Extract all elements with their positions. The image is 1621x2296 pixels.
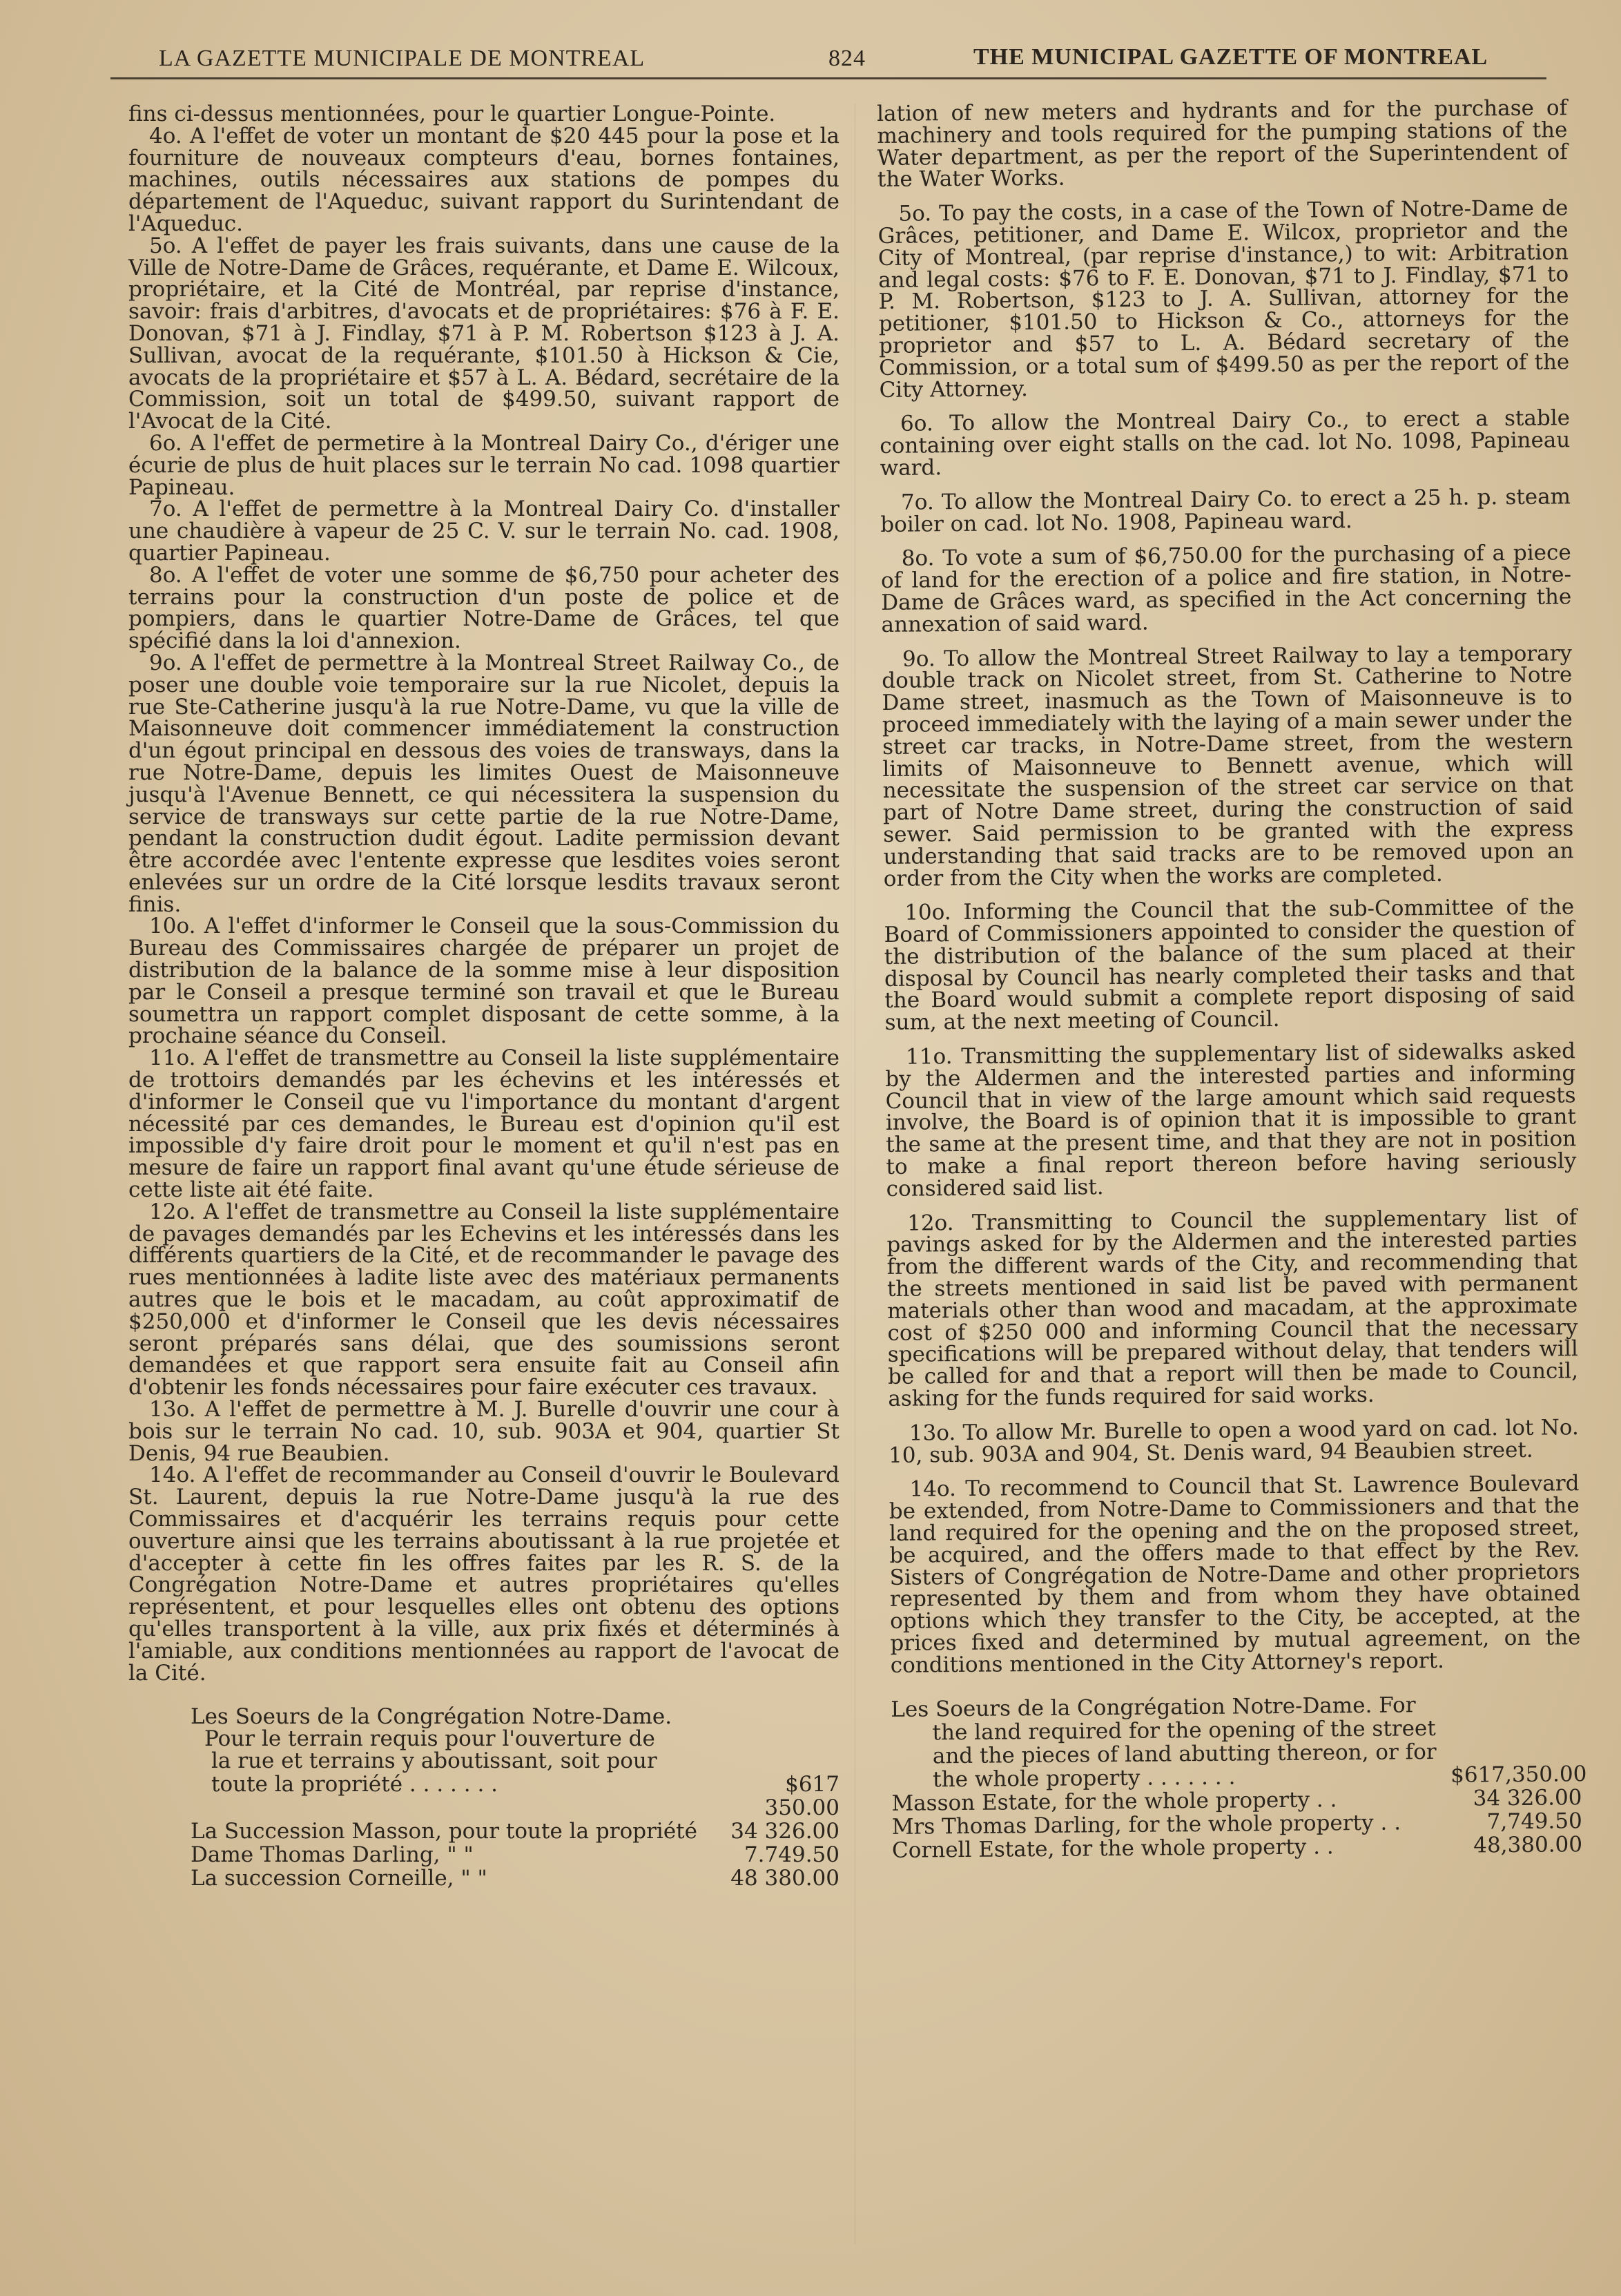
table-title: Les Soeurs de la Congrégation Notre-Dame. For: [891, 1692, 1416, 1722]
row-amount: $617,350.00: [1450, 1761, 1587, 1788]
paragraph: 12o. Transmitting to Council the supplementary list of pavings asked for by the Aldermen and the interested parties from the different wards of the City, and recommending that the streets mentioned in said list be paved with permanent materials other than wood and macadam, at the approximate cost of $250 000 and informing Council that the necessary specifications will be prepared without delay, that tenders will be called for and that a report will then be made to Council, asking for the funds required for said works.: [886, 1204, 1579, 1411]
paragraph: 8o. To vote a sum of $6,750.00 for the purchasing of a piece of land for the erection of a police and fire station, in Notre-Dame de Grâces ward, as specified in the Act concerning the annexation of said ward.: [880, 540, 1572, 637]
table-row: [191, 1820, 839, 1843]
price-table-en: [891, 1692, 1587, 1863]
row-label: Dame Thomas Darling, " ": [191, 1842, 474, 1867]
page-header: [159, 40, 1533, 75]
english-column: [876, 95, 1587, 1863]
row-amount: $617 350.00: [764, 1771, 839, 1820]
table-title: the land required for the opening of the street: [932, 1715, 1436, 1745]
row-label: toute la propriété . . . . . . .: [211, 1771, 498, 1797]
paragraph: 8o. A l'effet de voter une somme de $6,750 pour acheter des terrains pour la construction d'un poste de police et de pompiers, dans le quartier Notre-Dame de Grâces, tel que spécifié dans la loi d'annexion.: [128, 562, 839, 654]
row-amount: 7,749.50: [1486, 1808, 1582, 1834]
row-amount: 34 326.00: [730, 1818, 839, 1844]
row-amount: 7.749.50: [744, 1842, 839, 1867]
row-amount: 48 380.00: [730, 1865, 839, 1891]
row-label: Masson Estate, for the whole property . .: [891, 1786, 1337, 1816]
row-label: Cornell Estate, for the whole property . .: [891, 1833, 1334, 1863]
paragraph: 13o. To allow Mr. Burelle to open a wood yard on cad. lot No. 10, sub. 903A and 904, St. Denis ward, 94 Beaubien street.: [888, 1415, 1579, 1468]
paragraph: 10o. A l'effet d'informer le Conseil que la sous-Commission du Bureau des Commissaires chargée de préparer un projet de distribution de la balance de la somme mise à leur disposition par le Conseil a presque terminé son travail et que le Bureau soumettra un rapport complet disposant de cette somme, à la prochaine séance du Conseil.: [128, 914, 839, 1049]
paragraph: 6o. To allow the Montreal Dairy Co., to erect a stable containing over eight stalls on the cad. lot No. 1098, Papineau ward.: [880, 405, 1571, 481]
header-english-title: THE MUNICIPAL GAZETTE OF MONTREAL: [973, 44, 1488, 70]
table-row: [191, 1843, 839, 1866]
paragraph: 14o. A l'effet de recommander au Conseil d'ouvrir le Boulevard St. Laurent, depuis la rue Notre-Dame jusqu'à la rue des Commissaires et d'acquérir les terrains requis pour cette ouverture ainsi que les terrains aboutissant à la rue projetée et d'accepter à cette fin les offres faites par les R. S. de la Congrégation Notre-Dame et autres propriétaires qu'elles représentent, et pour lesquelles elles ont obtenu des options qu'elles transportent à la ville, aux prix fixés et déterminés à l'amiable, aux conditions mentionnées au rapport de l'avocat de la Cité.: [128, 1463, 839, 1686]
table-row: [892, 1833, 1582, 1862]
table-title: Pour le terrain requis pour l'ouverture de: [204, 1726, 655, 1752]
paragraph: 4o. A l'effet de voter un montant de $20 445 pour la pose et la fourniture de nouveaux compteurs d'eau, bornes fontaines, machines, outils nécessaires aux stations de pompes du département de l'Aqueduc, suivant rapport du Surintendant de l'Aqueduc.: [128, 123, 839, 236]
row-amount: 34 326.00: [1473, 1784, 1582, 1811]
header-french-title: LA GAZETTE MUNICIPALE DE MONTREAL: [159, 46, 646, 71]
row-label: La succession Corneille, " ": [191, 1865, 487, 1891]
paragraph: 13o. A l'effet de permettre à M. J. Burelle d'ouvrir une cour à bois sur le terrain No cad. 10, sub. 903A et 904, quartier St Denis, 94 rue Beaubien.: [128, 1397, 839, 1466]
paragraph: 7o. A l'effet de permettre à la Montreal Dairy Co. d'installer une chaudière à vapeur de 25 C. V. sur le terrain No. cad. 1908, quartier Papineau.: [128, 496, 839, 566]
table-title: and the pieces of land abutting thereon, or for: [932, 1739, 1437, 1768]
paragraph: 10o. Informing the Council that the sub-Committee of the Board of Commissioners appointed to consider the question of the distribution of the balance of the sum placed at their disposal by Council has nearly completed their tasks and that the Board would submit a complete report disposing of said sum, at the next meeting of Council.: [884, 894, 1575, 1036]
table-row: [191, 1866, 839, 1890]
french-column: [128, 104, 839, 1890]
header-rule: [110, 77, 1546, 79]
page-number: 824: [828, 46, 866, 71]
paragraph: fins ci-dessus mentionnées, pour le quartier Longue-Pointe.: [128, 102, 776, 126]
paragraph: 5o. A l'effet de payer les frais suivants, dans une cause de la Ville de Notre-Dame de Grâces, requérante, et Dame E. Wilcoux, propriétaire, et la Cité de Montréal, par reprise d'instance, savoir: frais d'arbitres, d'avocats et de propriétaires: $76 à F. E. Donovan, $71 à J. Findlay, $71 à P. M. Robertson $123 à J. A. Sullivan, avocat de la requérante, $101.50 à Hickson & Cie, avocats de la propriétaire et $57 à L. A. Bédard, secrétaire de la Commission, soit un total de $499.50, suivant rapport de l'Avocat de la Cité.: [128, 233, 839, 434]
price-table-fr: [128, 1706, 839, 1889]
paragraph: 12o. A l'effet de transmettre au Conseil la liste supplémentaire de pavages demandés par les Echevins et les intéressés dans les différents quartiers de la Cité, et de recommander le pavage des rues mentionnées à ladite liste avec des matériaux permanents autres que le bois et le macadam, au coût approximatif de $250,000 et d'informer le Conseil que les devis nécessaires seront préparés sans délai, que des soumissions seront demandées et que rapport sera ensuite fait au Conseil afin d'obtenir les fonds nécessaires pour faire exécuter ces travaux.: [128, 1199, 839, 1400]
table-title: la rue et terrains y aboutissant, soit pour: [211, 1748, 657, 1773]
row-label: Mrs Thomas Darling, for the whole property . .: [891, 1810, 1401, 1840]
paragraph: 7o. To allow the Montreal Dairy Co. to erect a 25 h. p. steam boiler on cad. lot No. 1908, Papineau ward.: [880, 484, 1571, 537]
paragraph: 5o. To pay the costs, in a case of the Town of Notre-Dame de Grâces, petitioner, and Dame E. Wilcox, proprietor and the City of Montreal, (par reprise d'instance,) to wit: Arbitration and legal costs: $76 to F. E. Donovan, $71 to J. Findlay, $71 to P. M. Robertson, $123 to J. A. Sullivan, attorney for the petitioner, $101.50 to Hickson & Co., attorneys for the proprietor and $57 to L. A. Bédard secretary of the Commission, or a total sum of $499.50 as per the report of the City Attorney.: [877, 195, 1570, 403]
row-label: La Succession Masson, pour toute la propriété: [191, 1818, 697, 1844]
row-label: the whole property . . . . . . .: [933, 1764, 1236, 1792]
table-row: [191, 1773, 839, 1820]
paragraph: 9o. A l'effet de permettre à la Montreal Street Railway Co., de poser une double voie temporaire sur la rue Nicolet, depuis la rue Ste-Catherine jusqu'à la rue Notre-Dame, vu que la ville de Maisonneuve doit commencer immédiatement la construction d'un égout principal en dessous des voies de transways, dans la rue Notre-Dame, depuis les limites Ouest de Maisonneuve jusqu'à l'Avenue Bennett, ce qui nécessitera la suspension du service de transways sur cette partie de la rue Notre-Dame, pendant la construction dudit égout. Ladite permission devant être accordée avec l'entente expresse que lesdites voies seront enlevées sur un ordre de la Cité lorsque lesdits travaux seront finis.: [128, 650, 839, 917]
paragraph: lation of new meters and hydrants and for the purchase of machinery and tools required for the pumping stations of the Water department, as per the report of the Superintendent of the Water Works.: [876, 95, 1568, 193]
paragraph: 14o. To recommend to Council that St. Lawrence Boulevard be extended, from Notre-Dame to Commissioners and that the land required for the opening and the on the proposed street, be acquired, and the offers made to that effect by the Rev. Sisters of Congrégation de Notre-Dame and other proprietors represented by them and from whom they have obtained options which they transfer to the City, be accepted, at the prices fixed and determined by mutual agreement, on the conditions mentioned in the City Attorney's report.: [889, 1471, 1581, 1678]
paragraph: 6o. A l'effet de permetire à la Montreal Dairy Co., d'ériger une écurie de plus de huit places sur le terrain No cad. 1098 quartier Papineau.: [128, 430, 839, 500]
row-amount: 48,380.00: [1473, 1831, 1583, 1858]
paragraph: 11o. A l'effet de transmettre au Conseil la liste supplémentaire de trottoirs demandés par les échevins et les intéressés et d'informer le Conseil que vu l'importance du montant d'argent nécessité par ces demandes, le Bureau est d'opinion qu'il est impossible d'y faire droit pour le moment et qu'il n'est pas en mesure de faire un rapport final avant qu'une étude sérieuse de cette liste ait été faite.: [128, 1045, 839, 1203]
table-title: Les Soeurs de la Congrégation Notre-Dame.: [191, 1704, 672, 1730]
paragraph: 9o. To allow the Montreal Street Railway to lay a temporary double track on Nicolet street, from St. Catherine to Notre Dame street, inasmuch as the Town of Maisonneuve is to proceed immediately with the laying of a main sewer under the street car tracks, in Notre-Dame street, from the western limits of Maisonneuve to Bennett avenue, which will necessitate the suspension of the street car service on that part of Notre Dame street, during the construction of said sewer. Said permission to be granted with the express understanding that said tracks are to be removed upon an order from the City when the works are completed.: [882, 640, 1574, 891]
paragraph: 11o. Transmitting the supplementary list of sidewalks asked by the Aldermen and the interested parties and informing Council that in view of the large amount which said requests involve, the Board is of opinion that it is impossible to grant the same at the present time, and that they are not in position to make a final report thereon before having seriously considered said list.: [885, 1039, 1577, 1202]
